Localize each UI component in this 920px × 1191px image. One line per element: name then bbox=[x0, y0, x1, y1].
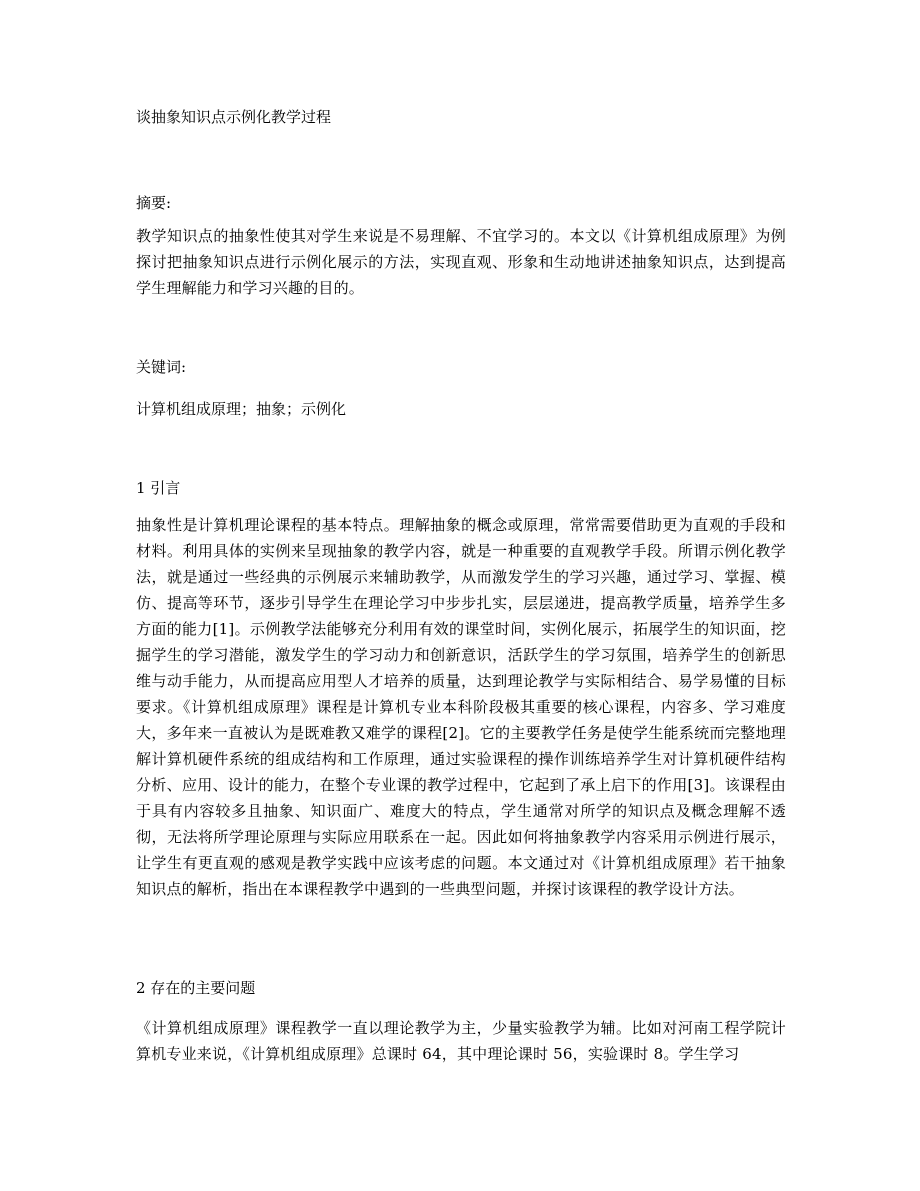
keywords-heading: 关键词: bbox=[136, 358, 187, 376]
abstract-heading: 摘要: bbox=[136, 194, 172, 212]
page-title: 谈抽象知识点示例化教学过程 bbox=[136, 108, 332, 126]
keywords-paragraph: 计算机组成原理；抽象；示例化 bbox=[136, 400, 347, 418]
section-2-heading: 2 存在的主要问题 bbox=[136, 979, 256, 997]
section-1-paragraph: 抽象性是计算机理论课程的基本特点。理解抽象的概念或原理，常常需要借助更为直观的手段和材料。利用具体的实例来呈现抽象的教学内容，就是一种重要的直观教学手段。所谓示例化教学法，就是通过一些经典的示例展示来辅助教学，从而激发学生的学习兴趣，通过学习、掌握、模仿、提高等环节，逐步引导学生在理论学习中步步扎实，层层递进，提高教学质量，培养学生多方面的能力[1]。示例教学法能够充分利用有效的课堂时间，实例化展示，拓展学生的知识面，挖掘学生的学习潜能，激发学生的学习动力和创新意识，活跃学生的学习氛围，培养学生的创新思维与动手能力，从而提高应用型人才培养的质量，达到理论教学与实际相结合、易学易懂的目标要求。《计算机组成原理》课程是计算机专业本科阶段极其重要的核心课程，内容多、学习难度大，多年来一直被认为是既难教又难学的课程[2]。它的主要教学任务是使学生能系统而完整地理解计算机硬件系统的组成结构和工作原理，通过实验课程的操作训练培养学生对计算机硬件结构分析、应用、设计的能力，在整个专业课的教学过程中，它起到了承上启下的作用[3]。该课程由于具有内容较多且抽象、知识面广、难度大的特点，学生通常对所学的知识点及概念理解不透彻，无法将所学理论原理与实际应用联系在一起。因此如何将抽象教学内容采用示例进行展示，让学生有更直观的感观是教学实践中应该考虑的问题。本文通过对《计算机组成原理》若干抽象知识点的解析，指出在本课程教学中遇到的一些典型问题，并探讨该课程的教学设计方法。 bbox=[136, 516, 786, 898]
section-1-heading: 1 引言 bbox=[136, 479, 181, 497]
section-2-paragraph: 《计算机组成原理》课程教学一直以理论教学为主，少量实验教学为辅。比如对河南工程学院计算机专业来说，《计算机组成原理》总课时 64，其中理论课时 56，实验课时 8。学生学习 bbox=[136, 1019, 786, 1063]
abstract-paragraph: 教学知识点的抽象性使其对学生来说是不易理解、不宜学习的。本文以《计算机组成原理》为例探讨把抽象知识点进行示例化展示的方法，实现直观、形象和生动地讲述抽象知识点，达到提高学生理解能力和学习兴趣的目的。 bbox=[136, 227, 786, 297]
